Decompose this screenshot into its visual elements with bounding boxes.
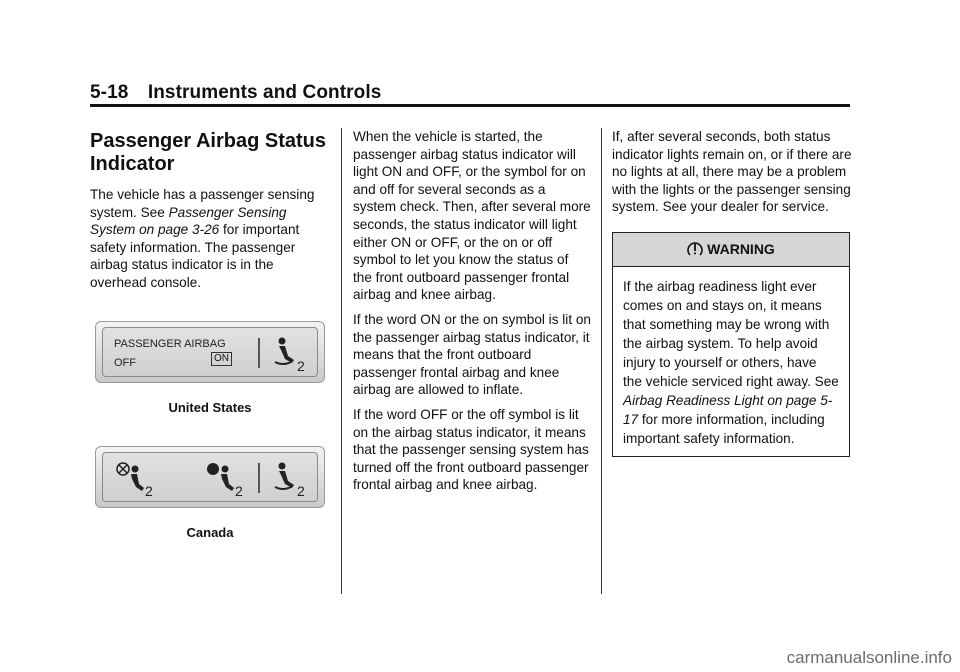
intro-text-2: for important safety information. The passenger airbag status indicator is in the overhead console. bbox=[90, 222, 300, 290]
header-text bbox=[90, 82, 381, 104]
column-divider-2 bbox=[601, 128, 602, 594]
us-label-off: OFF bbox=[114, 356, 136, 369]
canada-panel-divider bbox=[258, 463, 260, 493]
canada-panel-face bbox=[102, 452, 318, 502]
warning-text-2: for more information, including important safety information. bbox=[623, 411, 825, 446]
canada-caption: Canada bbox=[186, 525, 234, 541]
chapter-title: Instruments and Controls bbox=[147, 82, 382, 103]
header-rule bbox=[90, 104, 850, 107]
canada-seat-number-2: 2 bbox=[235, 483, 243, 500]
column-1 bbox=[90, 128, 330, 572]
warning-header bbox=[613, 233, 849, 267]
us-indicator-panel bbox=[95, 321, 325, 383]
us-caption: United States bbox=[168, 399, 252, 415]
column-divider-1 bbox=[341, 128, 342, 594]
canada-seat-number-1: 2 bbox=[145, 483, 153, 500]
watermark: carmanualsonline.info bbox=[786, 648, 952, 667]
col2-paragraph-2: If the word ON or the on symbol is lit on the passenger airbag status indicator, it means that the front outboard passenger frontal airbag and knee airbag are allowed to inflate. bbox=[353, 311, 591, 398]
warning-icon bbox=[687, 241, 703, 257]
airbag-off-icon bbox=[115, 461, 147, 495]
warning-title: WARNING bbox=[707, 240, 775, 257]
us-panel-divider bbox=[258, 338, 260, 368]
col3-paragraph-1: If, after several seconds, both status indicator lights remain on, or if there are no lights at all, there may be a problem with the lights or the passenger sensing system. See your dealer for service. bbox=[612, 129, 852, 215]
airbag-on-icon bbox=[205, 461, 237, 495]
us-seat-number: 2 bbox=[297, 357, 305, 374]
seated-passenger-icon bbox=[271, 461, 297, 495]
warning-body bbox=[613, 267, 849, 456]
warning-cross-ref-link[interactable]: Airbag Readiness Light on page 5-17 bbox=[623, 392, 833, 427]
us-label-passenger-airbag: PASSENGER AIRBAG bbox=[114, 337, 226, 350]
canada-indicator-panel bbox=[95, 446, 325, 508]
warning-box bbox=[612, 232, 850, 457]
col2-paragraph-3: If the word OFF or the off symbol is lit on the airbag status indicator, it means that the passenger sensing system has turned off the front outboard passenger frontal airbag and knee airbag. bbox=[353, 406, 589, 493]
intro-text-1: The vehicle has a passenger sensing system. See bbox=[90, 187, 315, 220]
intro-paragraph bbox=[90, 186, 330, 292]
seated-passenger-icon bbox=[271, 336, 297, 370]
page-number: 5-18 bbox=[90, 82, 129, 103]
cross-ref-link[interactable]: Passenger Sensing System on page 3-26 bbox=[90, 204, 287, 238]
warning-text-1: If the airbag readiness light ever comes on and stays on, it means that something may be wrong with the airbag system. To help avoid injury to yourself or others, have the vehicle serviced right away. See bbox=[623, 278, 839, 389]
canada-seat-number-3: 2 bbox=[297, 483, 305, 500]
col2-paragraph-1: When the vehicle is started, the passenger airbag status indicator will light ON and OFF, or the symbol for on and off for several seconds as a system check. Then, after several more seconds, the status indicator will light either ON or OFF, or the on or off symbol to let you know the status of the front outboard passenger frontal airbag and knee airbag. bbox=[353, 129, 591, 303]
column-2 bbox=[353, 128, 591, 501]
column-3 bbox=[612, 128, 852, 457]
us-label-on: ON bbox=[211, 352, 232, 366]
us-panel-face bbox=[102, 327, 318, 377]
section-title: Passenger Airbag Status Indicator bbox=[90, 130, 327, 175]
